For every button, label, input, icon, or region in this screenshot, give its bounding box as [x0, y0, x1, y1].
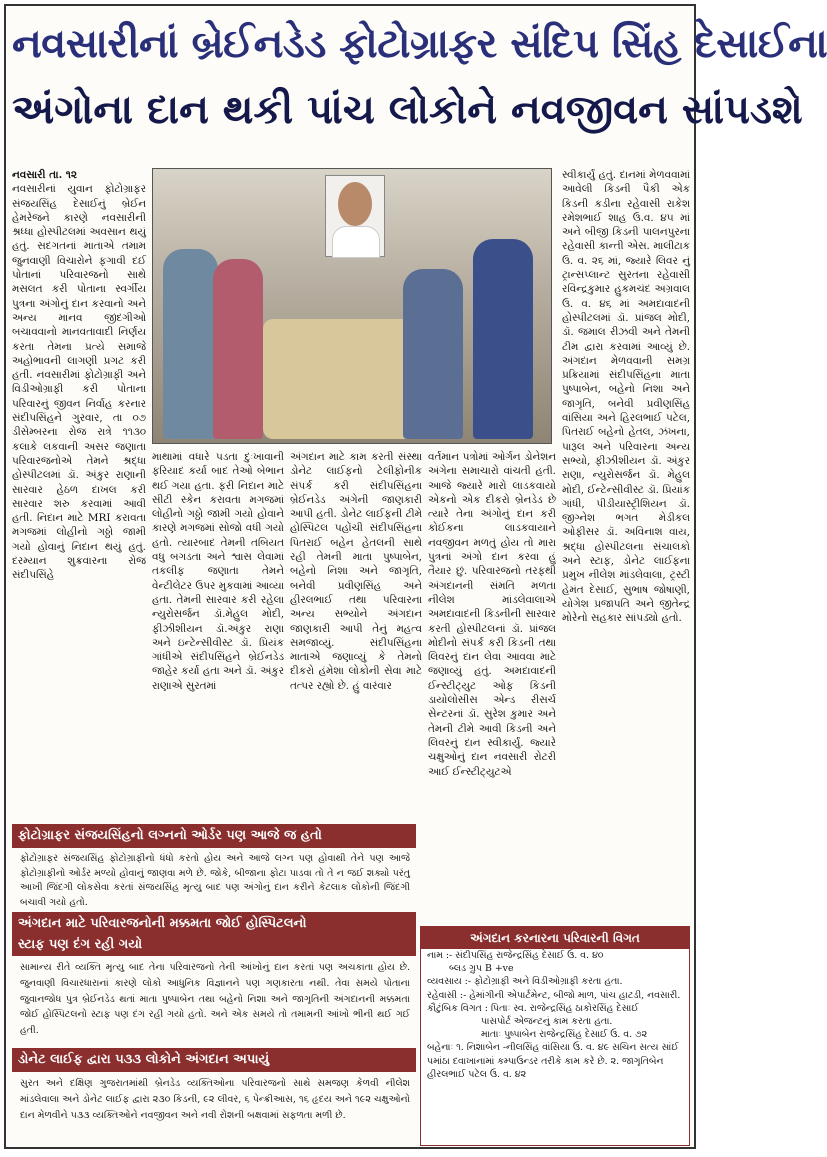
- headline-line-1: નવસારીનાં બ્રેઈનડેડ ફોટોગ્રાફર સંદિપ સિંહ દેસાઈના: [12, 21, 827, 67]
- headline-line-2: અંગોના દાન થકી પાંચ લોકોને નવજીવન સાંપડશે: [12, 87, 803, 133]
- sidebar-2-heading: [12, 912, 416, 956]
- sidebar-1-text: [20, 852, 410, 910]
- column-2-text: માથામાં વધારે પડતા દુઃખાવાની ફરિયાદ કર્યા બાદ તેઓ બેભાન થઈ ગયા હતા. ફરી નિદાન માટે સીટી સ્કેન કરાવતા મગજમાં લોહીનો ગઠ્ઠો જામી ગયો હોવાને કારણે મગજમાં સોજો વધી ગયો હતો. ત્યારબાદ તેમની તબિયત વધુ બગડતા અને શ્વાસ લેવામાં તકલીફ જણાતા તેમને વેન્ટીલેટર ઉપર મુકવામાં આવ્યા હતા. તેમની સારવાર કરી રહેલા ન્યુરોસર્જન ડૉ.મેહુલ મોદી, ફીઝીશીયન ડૉ.અંકુર રાણા અને ઇન્ટેન્સીવીસ્ટ ડૉ. પ્રિયંક ગાંધીએ સંદીપસિંહને બ્રેઈનડેડ જાહેર કર્યા હતા અને ડૉ. અંકુર રાણાએ સુરતમાં: [152, 451, 284, 692]
- donor-family-details-box: [420, 926, 690, 1146]
- article-column-4: [428, 450, 556, 920]
- article-column-1: [12, 168, 146, 820]
- detail-row: પાસપોર્ટ એજન્ટનું કામ કરતા હતા.: [481, 1016, 613, 1028]
- article-column-5: [562, 168, 690, 920]
- portrait-face: [338, 182, 372, 226]
- sidebar-2-title-2: સ્ટાફ પણ દંગ રહી ગયો: [18, 937, 143, 952]
- dateline: નવસારી તા. ૧૨: [12, 169, 77, 181]
- detail-row: વ્યવસાય :- ફોટોગ્રાફી અને વિડીઓગ્રાફી કરતા હતા.: [427, 976, 623, 988]
- detail-row: માતાઃ પુષ્પાબેન રાજેન્દ્રસિંહ દેસાઈ ઉ. વ. ૭૨: [481, 1029, 648, 1041]
- details-box-title: અંગદાન કરનારના પરિવારની વિગત: [421, 927, 689, 949]
- newspaper-page: [4, 4, 827, 1149]
- sidebar-2-body: સામાન્ય રીતે વ્યક્તિ મૃત્યુ બાદ તેના પરિવારજનો તેની આંખોનું દાન કરતાં પણ અચકાતા હોય છે. જુનવાણી વિચારધારાનાં કારણે લોકો આધુનિક વિજ્ઞાનને પણ ગણકારતા નથી. તેવા સમયે પોતાના જુવાનજોધ પુત્ર બ્રેઈનડેડ થતાં માતા પુષ્પાબેન તથા બહેનો નિશા અને જાગૃતિની અંગદાનની મક્કમતા જોઈ હોસ્પિટલનો સ્ટાફ પણ દંગ રહી ગયો હતો. અને એક સમયે તો તમામની આંખો ભીની થઈ ગઈ હતી.: [20, 962, 410, 1037]
- portrait-shirt: [332, 226, 380, 258]
- sidebar-1-heading: ફોટોગ્રાફર સંજયસિંહનો લગ્નનો ઓર્ડર પણ આજે જ હતો: [12, 824, 416, 848]
- column-1-text: નવસારીનાં યુવાન ફોટોગ્રાફર સંજયસિંહ દેસાઈનું બ્રેઈન હેમરેજને કારણે નવસારીની શ્રધ્ધા હોસ્પીટલમાં અવસાન થયું હતું. સદગતનાં માતાએ તમામ જુનવાણી વિચારોને ફગાવી દઈ પોતાનાં પરિવારજનો સાથે મસલત કરી પોતાના સ્વર્ગીય પુત્રના અંગોનું દાન કરવાનો અને અન્ય માનવ જીંદગીઓ બચાવવાનો માનવતાવાદી નિર્ણય કરતા તેમના પ્રત્યે સમાજે અહોભાવની લાગણી પ્રગટ કરી હતી. નવસારીમાં ફોટોગ્રાફી અને વિડીઓગ્રાફી કરી પોતાના પરિવારનું જીવન નિર્વાહ કરનાર સંદીપસિંહને ગુરવાર, તા ૦૭ ડીસેમ્બરના રોજ રાત્રે ૧૧૩૦ કલાકે લકવાની અસર જણાતા પરિવારજનોએ તેમને શ્રદ્ધા હોસ્પીટલમાં ડૉ. અંકુર રાણાની સારવાર હેઠળ દાખલ કરી સારવાર શરુ કરવામાં આવી હતી. નિદાન માટે MRI કરાવતા મગજમાં લોહીનો ગઠ્ઠો જામી ગયો હોવાનું નિદાન થયું હતું. દરમ્યાન શુક્રવારના રોજ સંદીપસિંહે: [12, 183, 146, 582]
- article-column-2: [152, 450, 284, 820]
- column-4-text: વર્તમાન પત્રોમાં ઓર્ગન ડોનેશન અંગેના સમાચારો વાંચતી હતી. આજે જ્યારે મારો લાડકવાયો એકનો એક દીકરો બ્રેનડેડ છે ત્યારે તેના અંગોનું દાન કરી કોઈકના લાડકવાયાને નવજીવન મળતું હોય તો મારા પુત્રનાં અંગો દાન કરવા હું તૈયાર છું. પરિવારજનો તરફથી અંગદાનની સંમતિ મળતા નીલેશ માંડલેવાલાએ અમદાવાદની કિડનીની સારવાર કરતી હોસ્પીટલનાં ડૉ. પ્રાંજલ મોદીનો સંપર્ક કરી કિડની તથા લિવરનું દાન લેવા આવવા માટે જણાવ્યું હતું. અમદાવાદની ઈન્સ્ટીટ્યુટ ઓફ કિડની ડાયોલોસીસ એન્ડ રીસર્ચ સેન્ટરનાં ડૉ. સુરેશ કુમાર અને તેમની ટીમે આવી કિડની અને લિવરનું દાન સ્વીકાર્યું. જ્યારે ચક્ષુઓનું દાન નવસારી રોટરી આઈ ઈન્સ્ટીટ્યુટએ: [428, 451, 556, 778]
- headline: [12, 12, 827, 160]
- detail-row: રહેવાસી :- હેમાંગીની એપાર્ટમેન્ટ, બીજો માળ, પાંચ હાટડી, નવસારી.: [427, 989, 681, 1001]
- sidebar-3-body: સુરત અને દક્ષિણ ગુજરાતમાંથી બ્રેનડેડ વ્યક્તિઓના પરિવારજનો સાથે સમજણ કેળવી નીલેશ માંડલેવાલા અને ડોનેટ લાઈફ દ્વારા ૨૩૦ કિડની, ૯૨ લીવર, ૬ પેન્ક્રીઆસ, ૧૬ હૃદય અને ૧૯૨ ચક્ષુઓનો દાન મેળવીને ૫૩૩ વ્યક્તિઓને નવજીવન અને નવી રોશની બક્ષવામાં સફળતા મળી છે.: [20, 1078, 410, 1121]
- relative-figure: [403, 269, 463, 439]
- sidebar-2-title-1: અંગદાન માટે પરિવારજનોની મક્કમતા જોઈ હોસ્પિટલનો: [18, 916, 307, 931]
- sidebar-3-heading: ડોનેટ લાઈફ દ્વારા ૫૩૩ લોકોને અંગદાન અપાયું: [12, 1048, 416, 1072]
- relative-figure: [473, 239, 533, 439]
- relative-figure: [213, 259, 263, 439]
- detail-row: નામ :- સંદીપસિંહ રાજેન્દ્રસિંહ દેસાઈ ઉ. વ. ૪૦: [427, 950, 604, 961]
- hospital-photo: [152, 168, 552, 444]
- sidebar-3-text: [20, 1076, 410, 1146]
- detail-row: બ્લડ ગ્રુપ B +ve: [449, 963, 514, 975]
- article-column-3: [290, 450, 422, 820]
- detail-row: બહેનાઃ ૧. નિશાબેન -નીલસિંહ વાંસિયા ઉ. વ. ૪૯ સચિન સત્ય સાંઈ પમાંઠા દવાખાનામાં કમ્પાઉન્ડર તરીકે કામ કરે છે. ૨. જાગૃતિબેન હીરલભાઈ પટેલ ઉ. વ. ૪૨: [427, 1042, 679, 1080]
- relative-figure: [163, 249, 218, 439]
- donor-portrait: [325, 175, 385, 257]
- sidebar-1-body: ફોટોગ્રાફર સંજયસિંહ ફોટોગ્રાફીનો ધંધો કરતો હોય અને આજે લગ્ન પણ હોવાથી તેને પણ આજે ફોટોગ્રાફીનો ઓર્ડર મળ્યો હોવાનું જાણવા મળે છે. જોકે, બીજાના ફોટા પાડવા તો તે ન જઈ શક્યો પરંતુ આખી જિંદગી લોકસેવા કરતાં સંજયસિંહ મૃત્યુ બાદ પણ અંગોનું દાન કરીને કેટલાક લોકોની જિંદગી બચાવી ગયો હતો.: [20, 853, 410, 908]
- sidebar-2-text: [20, 960, 410, 1044]
- column-5-text: સ્વીકાર્યું હતું. દાનમાં મેળવવામાં આવેલી કિડની પૈકી એક કિડની કડીના રહેવાસી રાકેશ રમેશભાઈ શાહ ઉ.વ. ૪૫ માં અને બીજી કિડની પાલનપુરના રહેવાસી કાન્તી એસ. માલીટાક ઉ. વ. ૨૬ માં, જ્યારે લિવર નું ટ્રાન્સપ્લાન્ટ સુરતના રહેવાસી રવિન્દ્રકુમાર હુકમચંદ અગ્રવાલ ઉ. વ. ૪૬ માં અમદાવાદની હોસ્પીટલમાં ડૉ. પ્રાંજલ મોદી, ડૉ. જમાલ રીઝવી અને તેમની ટીમ દ્વારા કરવામાં આવ્યું છે. અંગદાન મેળવવાની સમગ્ર પ્રક્રિયામાં સંદીપસિંહના માતા પુષ્પાબેન, બહેનો નિશા અને જાગૃતિ, બનેવી પ્રવીણસિંહ વાંસિયા અને હિરલભાઈ પટેલ, પિતરાઈ બહેનો હેતલ, ઝંખના, પારૂલ અને પરિવારના અન્ય સભ્યો, ફીઝીશીયન ડૉ. અંકુર રાણા, ન્યુરોસર્જન ડૉ. મેહુલ મોદી, ઈન્ટેન્સીવીસ્ટ ડૉ. પ્રિયાંક ગાંધી, પીડીયાસ્ટ્રીશિયન ડૉ. જીગ્નેશ ભગત મેડીકલ ઓફીસર ડૉ. અવિનાશ વાય, શ્રદ્ધા હોસ્પીટલના સંચાલકો અને સ્ટાફ, ડોનેટ લાઈફના પ્રમુખ નીલેશ માંડલેવાલા, ટ્રસ્ટી હેમંત દેસાઈ, સુભાષ જોષાણી, યોગેશ પ્રજાપતિ અને જીતેન્દ્ર મોરેનો સહકાર સાંપડ્યો હતો.: [562, 169, 690, 625]
- column-3-text: અંગદાન માટે કામ કરતી સંસ્થા ડોનેટ લાઈફનો ટેલીફોનીક સંપર્ક કરી સંદીપસિંહના બ્રેઈનડેડ અંગેની જાણકારી આપી હતી. ડોનેટ લાઈફની ટીમે હોસ્પિટલ પહોંચી સંદીપસિંહના પિતરાઈ બહેન હેતલની સાથે રહી તેમની માતા પુષ્પાબેન, બહેનો નિશા અને જાગૃતિ, બનેવી પ્રવીણસિંહ અને હીરલભાઈ તથા પરિવારના અન્ય સભ્યોને અંગદાન જાણકારી આપી તેનું મહત્વ સમજાવ્યું. સંદીપસિંહના માતાએ જણાવ્યું કે તેમનો દીકરો હંમેશા લોકોની સેવા માટે તત્પર રહ્યો છે. હું વારંવાર: [290, 451, 422, 692]
- detail-row: કૌટુંબિક વિગત : પિતાઃ સ્વ. રાજેન્દ્રસિંહ ઠાકોરસિંહ દેસાઈ: [427, 1002, 639, 1014]
